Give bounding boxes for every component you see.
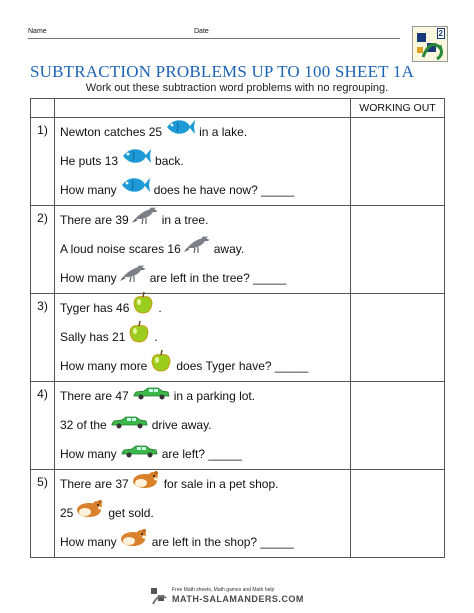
bird-icon <box>120 263 146 294</box>
problem-line <box>60 440 350 469</box>
problem-line <box>60 470 350 499</box>
line-text-after: are left in the tree? _____ <box>149 271 287 285</box>
hamster-icon <box>132 469 160 500</box>
line-text-after: in a tree. <box>161 213 209 227</box>
footer <box>150 586 330 606</box>
name-label: Name <box>28 28 47 35</box>
line-text-after: are left in the shop? _____ <box>151 535 294 549</box>
problem-line <box>60 382 350 411</box>
table-header-row <box>31 99 445 118</box>
problem-row <box>31 294 445 382</box>
problem-line <box>60 147 350 176</box>
working-out-cell[interactable] <box>351 206 445 294</box>
problem-line <box>60 206 350 235</box>
line-text-before: How many <box>60 271 117 285</box>
line-text-before: How many <box>60 183 117 197</box>
header-cell-question <box>55 99 351 118</box>
problem-line <box>60 352 350 381</box>
line-text-after: away. <box>213 242 245 256</box>
hamster-icon <box>76 498 104 529</box>
problem-line <box>60 411 350 440</box>
problem-line <box>60 235 350 264</box>
apple-icon <box>128 320 150 355</box>
line-text-after: for sale in a pet shop. <box>163 477 279 491</box>
hamster-icon <box>120 527 148 558</box>
problem-number: 2) <box>31 206 55 294</box>
line-text-after: drive away. <box>151 418 212 432</box>
line-text-before: There are 39 <box>60 213 129 227</box>
page-title: SUBTRACTION PROBLEMS UP TO 100 SHEET 1A <box>30 62 415 81</box>
line-text-after: . <box>158 301 162 315</box>
problem-text-cell <box>55 294 351 382</box>
line-text-after: does he have now? _____ <box>153 183 295 197</box>
problem-number: 5) <box>31 470 55 558</box>
worksheet-table <box>30 98 445 558</box>
line-text-before: 32 of the <box>60 418 107 432</box>
apple-icon <box>150 349 172 384</box>
problem-row <box>31 382 445 470</box>
instructions: Work out these subtraction word problems with no regrouping. <box>85 82 389 94</box>
name-date-line <box>28 38 400 39</box>
bird-icon <box>184 234 210 265</box>
line-text-after: in a parking lot. <box>173 389 256 403</box>
line-text-before: Newton catches 25 <box>60 125 163 139</box>
line-text-before: How many <box>60 535 117 549</box>
line-text-after: back. <box>155 154 184 168</box>
working-out-cell[interactable] <box>351 294 445 382</box>
line-text-after: get sold. <box>108 506 154 520</box>
salamander-footer-icon <box>150 586 168 606</box>
problem-text-cell <box>55 206 351 294</box>
salamander-logo <box>412 26 448 62</box>
line-text-after: does Tyger have? _____ <box>176 359 309 373</box>
fish-icon <box>121 146 151 177</box>
problem-line <box>60 264 350 293</box>
line-text-before: A loud noise scares 16 <box>60 242 181 256</box>
footer-tagline: Free Math sheets, Math games and Math help <box>172 587 275 593</box>
line-text-before: Tyger has 46 <box>60 301 130 315</box>
line-text-after: . <box>154 330 158 344</box>
problem-number: 3) <box>31 294 55 382</box>
working-out-header: WORKING OUT <box>351 99 445 118</box>
working-out-cell[interactable] <box>351 470 445 558</box>
line-text-before: Sally has 21 <box>60 330 126 344</box>
line-text-before: There are 37 <box>60 477 129 491</box>
header-cell-number <box>31 99 55 118</box>
line-text-after: in a lake. <box>199 125 248 139</box>
line-text-before: How many more <box>60 359 148 373</box>
problem-row <box>31 206 445 294</box>
problem-number: 1) <box>31 118 55 206</box>
problem-text-cell <box>55 118 351 206</box>
date-label: Date <box>194 28 209 35</box>
line-text-before: There are 47 <box>60 389 129 403</box>
problem-text-cell <box>55 470 351 558</box>
fish-icon <box>120 175 150 206</box>
fish-icon <box>165 117 195 148</box>
line-text-before: How many <box>60 447 117 461</box>
problem-row <box>31 470 445 558</box>
problem-line <box>60 294 350 323</box>
working-out-cell[interactable] <box>351 118 445 206</box>
line-text-after: are left? _____ <box>161 447 242 461</box>
problem-row <box>31 118 445 206</box>
car-icon <box>120 440 158 469</box>
grade-badge: 2 <box>438 29 443 38</box>
problem-line <box>60 323 350 352</box>
problem-line <box>60 118 350 147</box>
footer-brand: MATH-SALAMANDERS.COM <box>172 594 304 604</box>
bird-icon <box>132 205 158 236</box>
problem-line <box>60 176 350 205</box>
problem-line <box>60 499 350 528</box>
line-text-before: 25 <box>60 506 74 520</box>
line-text-before: He puts 13 <box>60 154 119 168</box>
problem-number: 4) <box>31 382 55 470</box>
car-icon <box>110 411 148 440</box>
problem-line <box>60 528 350 557</box>
problem-text-cell <box>55 382 351 470</box>
car-icon <box>132 382 170 411</box>
working-out-cell[interactable] <box>351 382 445 470</box>
